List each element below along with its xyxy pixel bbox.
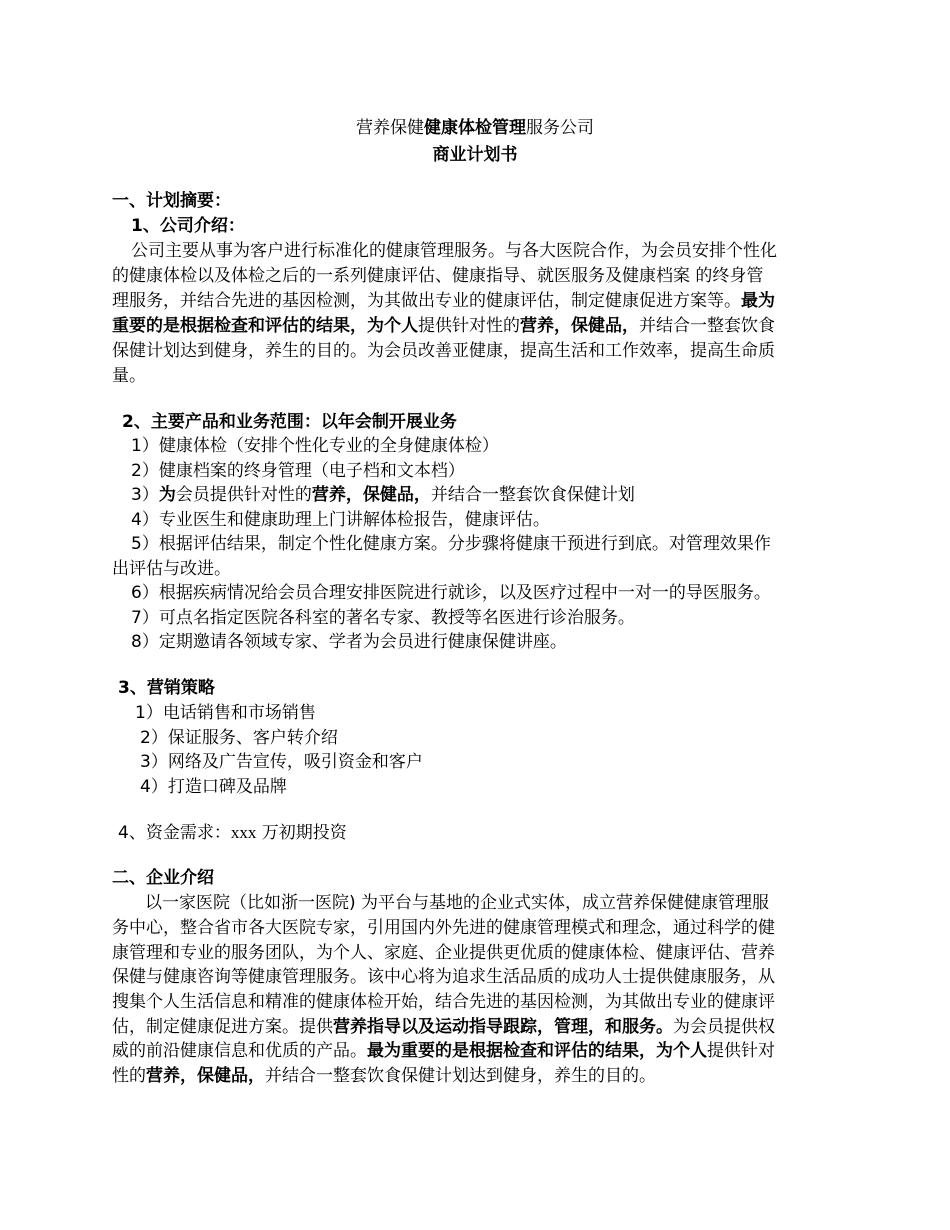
paragraph-line: 保健与健康咨询等健康管理服务。该中心将为追求生活品质的成功人士提供健康服务，从	[112, 967, 775, 987]
list-item: 3）网络及广告宣传，吸引资金和客户	[140, 752, 423, 772]
paragraph-line: 理服务，并结合先进的基因检测，为其做出专业的健康评估，制定健康促进方案等。最为	[112, 291, 775, 311]
list-item: 1）健康体检（安排个性化专业的全身健康体检）	[131, 436, 499, 456]
paragraph-line: 的健康体检以及体检之后的一系列健康评估、健康指导、就医服务及健康档案 的终身管	[112, 266, 764, 286]
paragraph-line: 重要的是根据检查和评估的结果，为个人提供针对性的营养，保健品，并结合一整套饮食	[112, 316, 775, 336]
list-item: 2）保证服务、客户转介绍	[140, 728, 338, 748]
list-item: 4）专业医生和健康助理上门讲解体检报告，健康评估。	[131, 510, 550, 530]
section-1-heading: 一、计划摘要：	[112, 191, 231, 211]
funding-requirement: 4、资金需求：xxx 万初期投资	[118, 823, 347, 843]
paragraph-line: 康管理和专业的服务团队，为个人、家庭、企业提供更优质的健康体检、健康评估、营养	[112, 943, 775, 963]
title-part: 营养保健	[356, 118, 424, 138]
paragraph-line: 估，制定健康促进方案。提供营养指导以及运动指导跟踪，管理，和服务。为会员提供权	[112, 1017, 775, 1037]
list-item: 2）健康档案的终身管理（电子档和文本档）	[131, 461, 465, 481]
section-2-heading: 二、企业介绍	[112, 868, 214, 888]
subsection-marketing-heading: 3、营销策略	[118, 678, 215, 698]
title-part: 服务公司	[526, 118, 594, 138]
paragraph-line: 公司主要从事为客户进行标准化的健康管理服务。与各大医院合作，为会员安排个性化	[131, 241, 777, 261]
subsection-company-intro-heading: 1、公司介绍：	[131, 216, 245, 236]
list-item: 5）根据评估结果，制定个性化健康方案。分步骤将健康干预进行到底。对管理效果作	[131, 534, 771, 554]
list-item: 6）根据疾病情况给会员合理安排医院进行就诊，以及医疗过程中一对一的导医服务。	[131, 583, 771, 603]
document-subtitle: 商业计划书	[432, 145, 518, 165]
paragraph-line: 量。	[112, 366, 146, 386]
paragraph-line: 以一家医院（比如浙一医院) 为平台与基地的企业式实体，成立营养保健健康管理服	[145, 893, 770, 913]
list-item: 1）电话销售和市场销售	[135, 703, 316, 723]
list-item-continuation: 出评估与改进。	[112, 559, 231, 579]
paragraph-line: 威的前沿健康信息和优质的产品。最为重要的是根据检查和评估的结果，为个人提供针对	[112, 1041, 775, 1061]
subsection-products-heading: 2、主要产品和业务范围：以年会制开展业务	[122, 412, 457, 432]
paragraph-line: 保健计划达到健身，养生的目的。为会员改善亚健康，提高生活和工作效率，提高生命质	[112, 341, 775, 361]
paragraph-line: 性的营养，保健品，并结合一整套饮食保健计划达到健身，养生的目的。	[112, 1066, 656, 1086]
paragraph-line: 务中心，整合省市各大医院专家，引用国内外先进的健康管理模式和理念，通过科学的健	[112, 918, 775, 938]
list-item: 7）可点名指定医院各科室的著名专家、教授等名医进行诊治服务。	[131, 608, 635, 628]
document-title	[0, 117, 950, 139]
paragraph-line: 搜集个人生活信息和精准的健康体检开始，结合先进的基因检测，为其做出专业的健康评	[112, 992, 775, 1012]
list-item: 3）为会员提供针对性的营养，保健品，并结合一整套饮食保健计划	[131, 485, 635, 505]
list-item: 8）定期邀请各领域专家、学者为会员进行健康保健讲座。	[131, 632, 567, 652]
list-item: 4）打造口碑及品牌	[140, 777, 287, 797]
title-part-bold: 健康体检管理	[424, 118, 526, 138]
